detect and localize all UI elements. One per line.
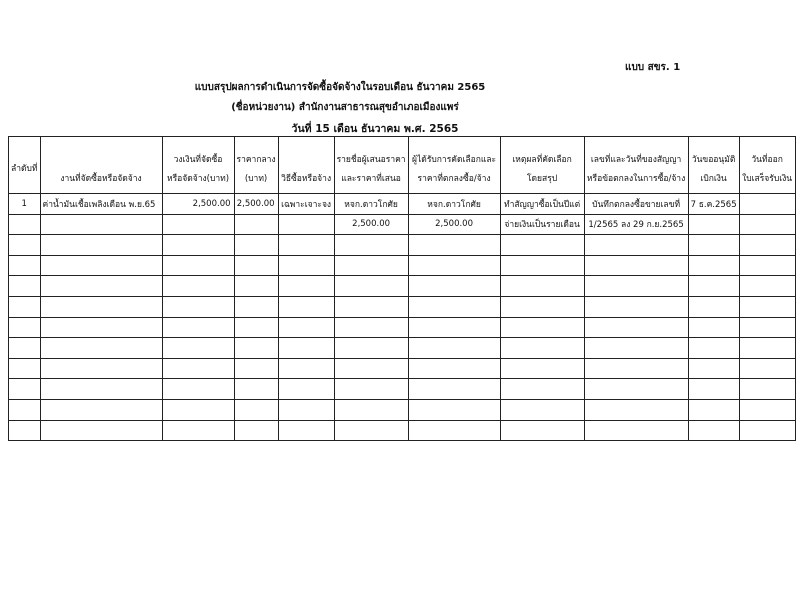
empty-cell bbox=[334, 276, 408, 297]
table-row-empty bbox=[9, 420, 796, 441]
empty-cell bbox=[162, 296, 234, 317]
empty-cell bbox=[584, 379, 688, 400]
empty-cell bbox=[688, 235, 739, 256]
empty-cell bbox=[9, 276, 41, 297]
table-row-empty bbox=[9, 379, 796, 400]
empty-cell bbox=[688, 399, 739, 420]
empty-cell bbox=[9, 420, 41, 441]
empty-cell bbox=[408, 399, 500, 420]
table-row-empty bbox=[9, 255, 796, 276]
empty-cell bbox=[278, 379, 334, 400]
empty-cell bbox=[9, 338, 41, 359]
form-code: แบบ สขร. 1 bbox=[625, 62, 681, 73]
empty-cell bbox=[162, 338, 234, 359]
empty-cell bbox=[739, 235, 795, 256]
column-header-line2: และราคาที่เสนอ bbox=[341, 174, 401, 184]
column-header bbox=[162, 137, 234, 194]
empty-cell bbox=[688, 276, 739, 297]
empty-cell bbox=[162, 276, 234, 297]
procurement-table bbox=[8, 136, 796, 441]
empty-cell bbox=[500, 255, 584, 276]
empty-cell bbox=[334, 338, 408, 359]
table-row bbox=[9, 214, 796, 235]
empty-cell bbox=[278, 296, 334, 317]
empty-cell bbox=[408, 235, 500, 256]
empty-cell bbox=[234, 276, 278, 297]
column-header-line2: หรือข้อตกลงในการซื้อ/จ้าง bbox=[586, 174, 686, 184]
empty-cell bbox=[334, 235, 408, 256]
cell-reason: จ่ายเงินเป็นรายเดือน bbox=[500, 214, 584, 235]
empty-cell bbox=[688, 338, 739, 359]
cell-median bbox=[234, 214, 278, 235]
empty-cell bbox=[408, 379, 500, 400]
empty-cell bbox=[40, 317, 162, 338]
empty-cell bbox=[408, 317, 500, 338]
column-header-line1 bbox=[11, 141, 38, 160]
table-row-empty bbox=[9, 399, 796, 420]
column-header-line1: เหตุผลที่คัดเลือก bbox=[512, 155, 572, 165]
empty-cell bbox=[584, 255, 688, 276]
empty-cell bbox=[688, 420, 739, 441]
empty-cell bbox=[584, 399, 688, 420]
empty-cell bbox=[739, 399, 795, 420]
table-row-empty bbox=[9, 276, 796, 297]
empty-cell bbox=[162, 235, 234, 256]
empty-cell bbox=[278, 235, 334, 256]
cell-bidder: 2,500.00 bbox=[334, 214, 408, 235]
empty-cell bbox=[9, 317, 41, 338]
empty-cell bbox=[9, 255, 41, 276]
empty-cell bbox=[408, 255, 500, 276]
empty-cell bbox=[9, 358, 41, 379]
empty-cell bbox=[234, 420, 278, 441]
empty-cell bbox=[334, 420, 408, 441]
empty-cell bbox=[162, 255, 234, 276]
empty-cell bbox=[408, 276, 500, 297]
cell-contract: บันทึกตกลงซื้อขายเลขที่ bbox=[584, 194, 688, 215]
empty-cell bbox=[234, 296, 278, 317]
column-header-line1: วงเงินที่จัดซื้อ bbox=[173, 155, 223, 165]
empty-cell bbox=[278, 399, 334, 420]
empty-cell bbox=[162, 317, 234, 338]
column-header bbox=[739, 137, 795, 194]
empty-cell bbox=[9, 379, 41, 400]
column-header-line2: (บาท) bbox=[244, 174, 268, 184]
empty-cell bbox=[9, 296, 41, 317]
column-header-line2: งานที่จัดซื้อหรือจัดจ้าง bbox=[60, 174, 142, 184]
cell-method bbox=[278, 214, 334, 235]
cell-budget: 2,500.00 bbox=[162, 194, 234, 215]
empty-cell bbox=[162, 399, 234, 420]
cell-no bbox=[9, 214, 41, 235]
empty-cell bbox=[688, 255, 739, 276]
empty-cell bbox=[334, 379, 408, 400]
column-header-line1: ราคากลาง bbox=[236, 155, 276, 165]
column-header-line2: ลำดับที่ bbox=[11, 164, 38, 174]
empty-cell bbox=[584, 317, 688, 338]
table-row-empty bbox=[9, 317, 796, 338]
column-header bbox=[688, 137, 739, 194]
empty-cell bbox=[500, 420, 584, 441]
empty-cell bbox=[739, 317, 795, 338]
empty-cell bbox=[739, 420, 795, 441]
cell-receipt-date bbox=[739, 194, 795, 215]
column-header-line2: โดยสรุป bbox=[526, 174, 558, 184]
column-header-line1: วันขออนุมัติ bbox=[691, 155, 736, 165]
empty-cell bbox=[500, 317, 584, 338]
cell-item bbox=[40, 214, 162, 235]
empty-cell bbox=[278, 255, 334, 276]
column-header-line1: เลขที่และวันที่ของสัญญา bbox=[590, 155, 682, 165]
column-header bbox=[9, 137, 41, 194]
agency-name: (ชื่อหน่วยงาน) สำนักงานสาธารณสุขอำเภอเมืองแพร่ bbox=[231, 102, 459, 113]
empty-cell bbox=[408, 296, 500, 317]
empty-cell bbox=[234, 379, 278, 400]
column-header bbox=[278, 137, 334, 194]
empty-cell bbox=[334, 399, 408, 420]
table-row-empty bbox=[9, 338, 796, 359]
column-header bbox=[408, 137, 500, 194]
empty-cell bbox=[739, 358, 795, 379]
empty-cell bbox=[9, 399, 41, 420]
empty-cell bbox=[162, 358, 234, 379]
column-header-line2: หรือจัดจ้าง(บาท) bbox=[166, 174, 230, 184]
empty-cell bbox=[234, 399, 278, 420]
empty-cell bbox=[40, 358, 162, 379]
cell-bidder: หจก.ดาวโกศัย bbox=[334, 194, 408, 215]
column-header-line2: เบิกเงิน bbox=[700, 174, 727, 184]
column-header-line1 bbox=[281, 151, 332, 170]
column-header-line1: วันที่ออก bbox=[751, 155, 783, 165]
cell-median: 2,500.00 bbox=[234, 194, 278, 215]
report-title: แบบสรุปผลการดำเนินการจัดซื้อจัดจ้างในรอบเดือน ธันวาคม 2565 bbox=[194, 82, 486, 93]
empty-cell bbox=[500, 358, 584, 379]
cell-method: เฉพาะเจาะจง bbox=[278, 194, 334, 215]
empty-cell bbox=[40, 255, 162, 276]
cell-contract: 1/2565 ลง 29 ก.ย.2565 bbox=[584, 214, 688, 235]
column-header-line2: ราคาที่ตกลงซื้อ/จ้าง bbox=[417, 174, 491, 184]
empty-cell bbox=[584, 296, 688, 317]
empty-cell bbox=[408, 358, 500, 379]
empty-cell bbox=[408, 420, 500, 441]
table-row-empty bbox=[9, 296, 796, 317]
cell-winner: 2,500.00 bbox=[408, 214, 500, 235]
empty-cell bbox=[584, 276, 688, 297]
empty-cell bbox=[408, 338, 500, 359]
empty-cell bbox=[584, 338, 688, 359]
table-row-empty bbox=[9, 358, 796, 379]
empty-cell bbox=[40, 235, 162, 256]
empty-cell bbox=[739, 296, 795, 317]
cell-reason: ทำสัญญาซื้อเป็นปีแต่ bbox=[500, 194, 584, 215]
empty-cell bbox=[688, 379, 739, 400]
empty-cell bbox=[162, 379, 234, 400]
empty-cell bbox=[234, 358, 278, 379]
table-row bbox=[9, 194, 796, 215]
empty-cell bbox=[234, 317, 278, 338]
empty-cell bbox=[40, 296, 162, 317]
empty-cell bbox=[739, 255, 795, 276]
column-header bbox=[40, 137, 162, 194]
empty-cell bbox=[739, 276, 795, 297]
column-header bbox=[584, 137, 688, 194]
empty-cell bbox=[234, 338, 278, 359]
empty-cell bbox=[278, 338, 334, 359]
empty-cell bbox=[688, 296, 739, 317]
column-header bbox=[334, 137, 408, 194]
report-date: วันที่ 15 เดือน ธันวาคม พ.ศ. 2565 bbox=[291, 123, 459, 135]
column-header-line2: ใบเสร็จรับเงิน bbox=[742, 174, 793, 184]
empty-cell bbox=[500, 296, 584, 317]
empty-cell bbox=[40, 420, 162, 441]
empty-cell bbox=[334, 296, 408, 317]
empty-cell bbox=[278, 276, 334, 297]
empty-cell bbox=[278, 358, 334, 379]
empty-cell bbox=[688, 317, 739, 338]
column-header-line1: รายชื่อผู้เสนอราคา bbox=[336, 155, 406, 165]
column-header-line1 bbox=[43, 151, 160, 170]
empty-cell bbox=[334, 358, 408, 379]
cell-budget bbox=[162, 214, 234, 235]
empty-cell bbox=[584, 358, 688, 379]
empty-cell bbox=[500, 235, 584, 256]
table-header-row bbox=[9, 137, 796, 194]
empty-cell bbox=[162, 420, 234, 441]
empty-cell bbox=[9, 235, 41, 256]
cell-winner: หจก.ดาวโกศัย bbox=[408, 194, 500, 215]
empty-cell bbox=[334, 317, 408, 338]
cell-approve-date: 7 ธ.ค.2565 bbox=[688, 194, 739, 215]
empty-cell bbox=[40, 379, 162, 400]
column-header bbox=[234, 137, 278, 194]
empty-cell bbox=[584, 235, 688, 256]
cell-approve-date bbox=[688, 214, 739, 235]
empty-cell bbox=[234, 235, 278, 256]
empty-cell bbox=[234, 255, 278, 276]
empty-cell bbox=[40, 338, 162, 359]
cell-item: ค่าน้ำมันเชื้อเพลิงเดือน พ.ย.65 bbox=[40, 194, 162, 215]
empty-cell bbox=[688, 358, 739, 379]
empty-cell bbox=[40, 276, 162, 297]
empty-cell bbox=[278, 317, 334, 338]
empty-cell bbox=[500, 276, 584, 297]
empty-cell bbox=[500, 379, 584, 400]
empty-cell bbox=[739, 379, 795, 400]
column-header bbox=[500, 137, 584, 194]
empty-cell bbox=[500, 338, 584, 359]
table-row-empty bbox=[9, 235, 796, 256]
column-header-line2: วิธีซื้อหรือจ้าง bbox=[281, 174, 332, 184]
empty-cell bbox=[40, 399, 162, 420]
column-header-line1: ผู้ได้รับการคัดเลือกและ bbox=[412, 155, 497, 165]
cell-receipt-date bbox=[739, 214, 795, 235]
empty-cell bbox=[278, 420, 334, 441]
cell-no: 1 bbox=[9, 194, 41, 215]
empty-cell bbox=[334, 255, 408, 276]
empty-cell bbox=[500, 399, 584, 420]
empty-cell bbox=[739, 338, 795, 359]
empty-cell bbox=[584, 420, 688, 441]
